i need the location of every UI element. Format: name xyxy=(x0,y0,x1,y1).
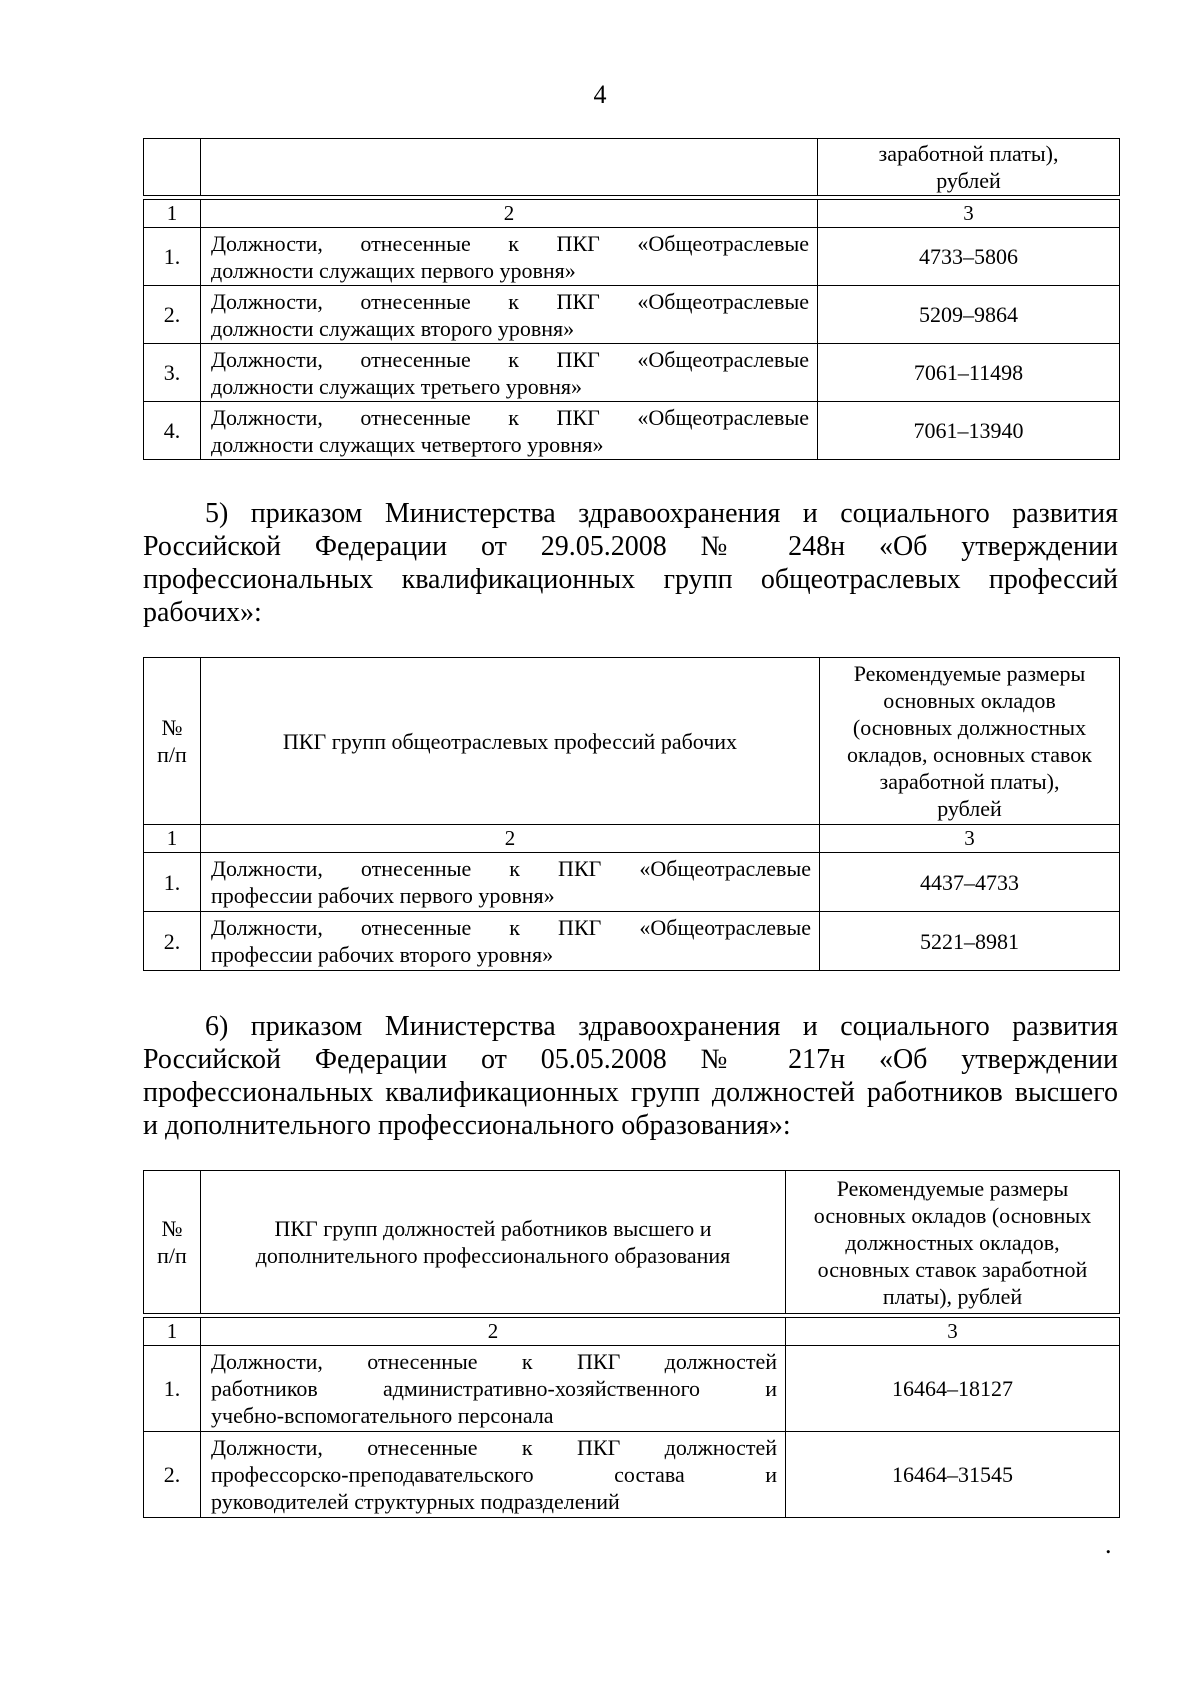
column-number-row: 1 2 3 xyxy=(144,825,1120,853)
header-name-cell: ПКГ групп общеотраслевых профессий рабочих xyxy=(201,658,820,825)
trailing-mark: . xyxy=(1105,1530,1112,1559)
table-row: 2. Должности, отнесенные к ПКГ «Общеотраслевые должности служащих второго уровня» 5209–9864 xyxy=(144,286,1120,344)
header-salary-cell: заработной платы), рублей xyxy=(818,139,1120,196)
paragraph-order-217n: 6) приказом Министерства здравоохранения и социального развития Российской Федерации от 05.05.2008 № 217н «Об утверждении профессиональных квалификационных групп должностей работников высшего и дополнительного профессионального образования»: xyxy=(143,1011,1118,1141)
table-general-employees xyxy=(143,138,1120,460)
table-row: 1. Должности, отнесенные к ПКГ «Общеотраслевые профессии рабочих первого уровня» 4437–4733 xyxy=(144,853,1120,912)
table-row: 3. Должности, отнесенные к ПКГ «Общеотраслевые должности служащих третьего уровня» 7061–11498 xyxy=(144,344,1120,402)
column-number-row: 1 2 3 xyxy=(144,200,1120,228)
table-header-row xyxy=(144,1171,1120,1314)
table-workers-professions xyxy=(143,657,1120,971)
table-header-row xyxy=(144,658,1120,825)
table-row: 1. Должности, отнесенные к ПКГ должностей работников административно-хозяйственного и учебно-вспомогательного персонала 16464–18127 xyxy=(144,1346,1120,1432)
paragraph-order-248n: 5) приказом Министерства здравоохранения и социального развития Российской Федерации от 29.05.2008 № 248н «Об утверждении профессиональных квалификационных групп общеотраслевых профессий рабочих»: xyxy=(143,498,1118,628)
header-num-cell: № п/п xyxy=(144,1171,201,1314)
table-row: 2. Должности, отнесенные к ПКГ должностей профессорско-преподавательского состава и руководителей структурных подразделений 16464–31545 xyxy=(144,1432,1120,1518)
table-row: 1. Должности, отнесенные к ПКГ «Общеотраслевые должности служащих первого уровня» 4733–5806 xyxy=(144,228,1120,286)
page-number: 4 xyxy=(593,80,607,109)
table-row: 2. Должности, отнесенные к ПКГ «Общеотраслевые профессии рабочих второго уровня» 5221–8981 xyxy=(144,912,1120,971)
column-number-row: 1 2 3 xyxy=(144,1318,1120,1346)
header-num-cell: № п/п xyxy=(144,658,201,825)
table-header-row xyxy=(144,139,1120,196)
header-salary-cell: Рекомендуемые размеры основных окладов (основных должностных окладов, основных ставок заработной платы), рублей xyxy=(820,658,1120,825)
header-name-cell: ПКГ групп должностей работников высшего и дополнительного профессионального образования xyxy=(201,1171,786,1314)
header-salary-cell: Рекомендуемые размеры основных окладов (основных должностных окладов, основных ставок заработной платы), рублей xyxy=(786,1171,1120,1314)
table-higher-education xyxy=(143,1170,1120,1518)
table-row: 4. Должности, отнесенные к ПКГ «Общеотраслевые должности служащих четвертого уровня» 7061–13940 xyxy=(144,402,1120,460)
